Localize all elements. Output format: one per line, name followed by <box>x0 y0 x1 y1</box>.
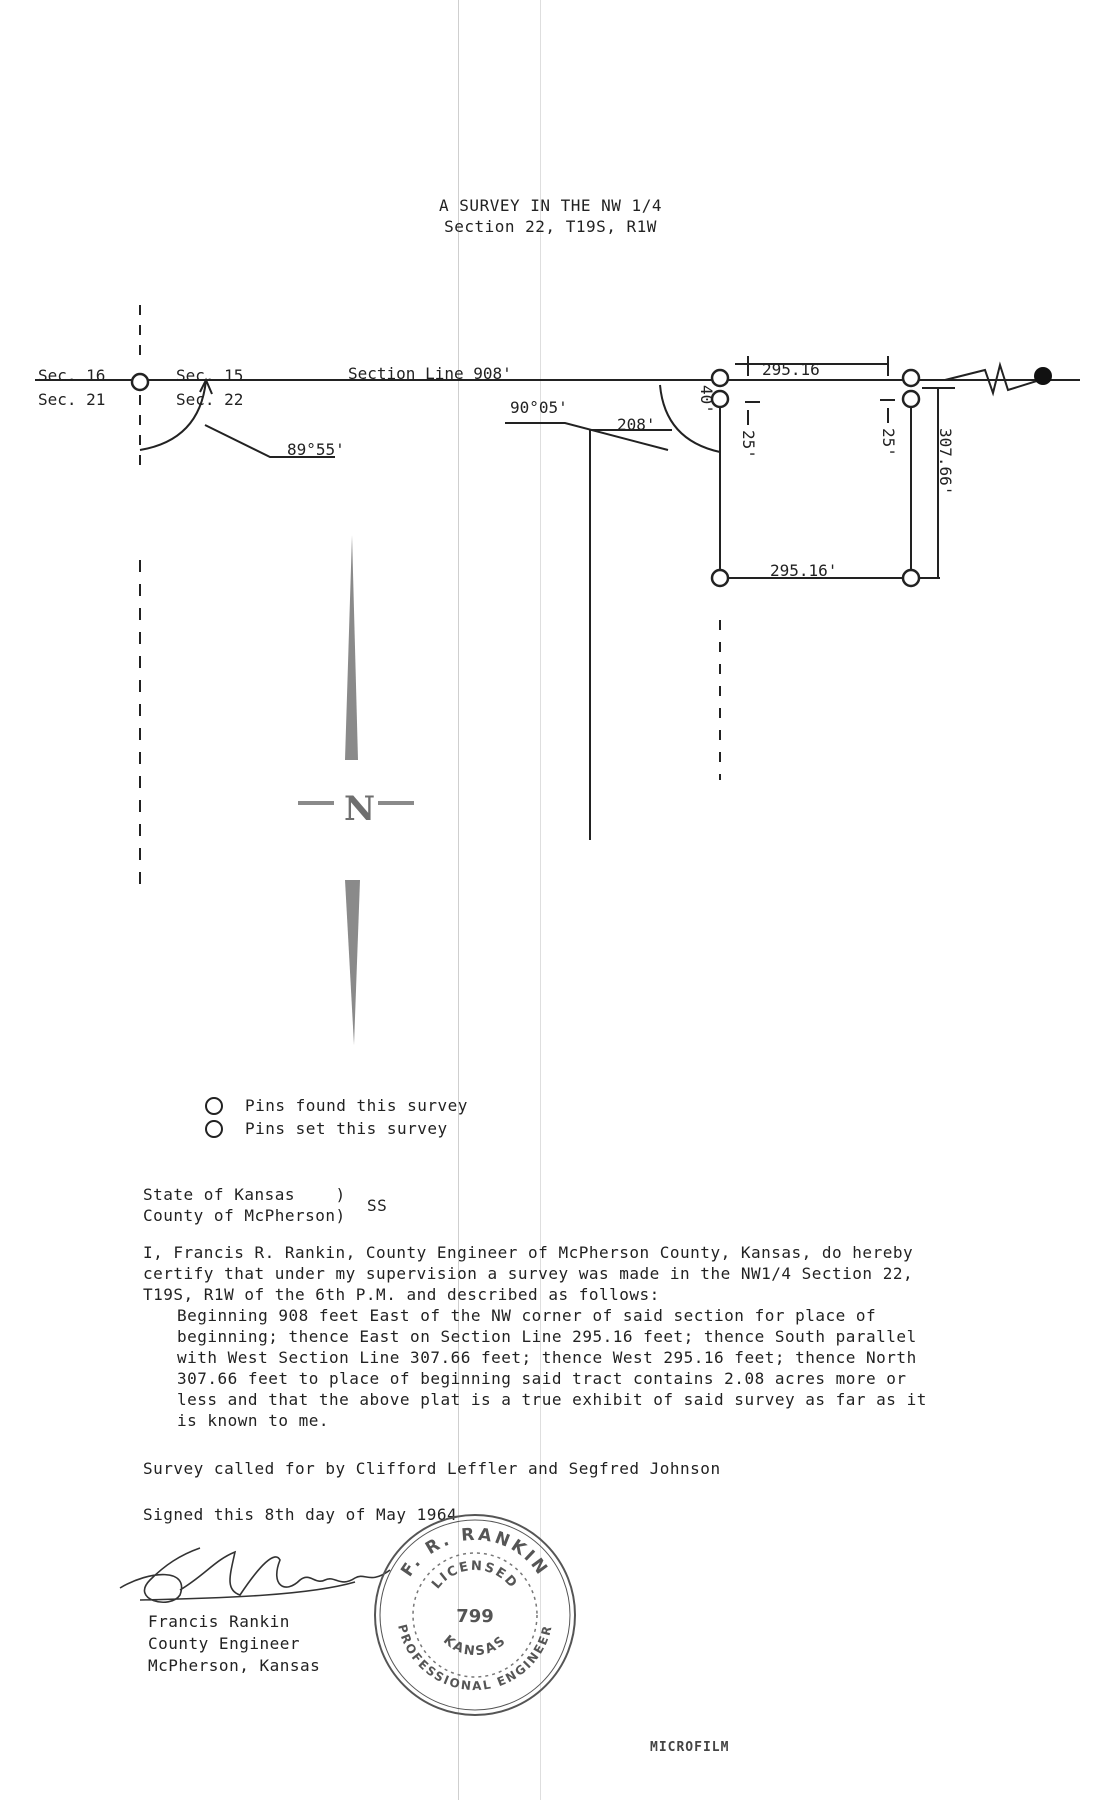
svg-text:F. R. RANKIN: F. R. RANKIN <box>397 1524 553 1581</box>
certificate-line: I, Francis R. Rankin, County Engineer of McPherson County, Kansas, do hereby <box>143 1243 914 1262</box>
engineer-seal <box>372 1512 578 1718</box>
description-line: with West Section Line 307.66 feet; thence West 295.16 feet; thence North <box>177 1348 917 1367</box>
venue-county: County of McPherson) <box>143 1206 346 1225</box>
label-angle-right: 90°05' <box>510 398 568 417</box>
svg-text:KANSAS: KANSAS <box>440 1632 510 1660</box>
pin-set <box>712 570 728 586</box>
legend-found: Pins found this survey <box>245 1096 468 1115</box>
venue-ss: SS <box>367 1196 388 1215</box>
pin-found <box>903 370 919 386</box>
north-label: N <box>344 789 376 829</box>
venue-state: State of Kansas ) <box>143 1185 346 1204</box>
certificate-line: certify that under my supervision a survey was made in the NW1/4 Section 22, <box>143 1264 914 1283</box>
description-line: 307.66 feet to place of beginning said tract contains 2.08 acres more or <box>177 1369 907 1388</box>
pin-found-icon <box>205 1097 223 1115</box>
microfilm-stamp: MICROFILM <box>650 1740 730 1755</box>
label-sec15: Sec. 15 <box>176 366 244 385</box>
legend-set: Pins set this survey <box>245 1119 448 1138</box>
signed-date: Signed this 8th day of May 1964 <box>143 1505 458 1524</box>
pin-set <box>903 570 919 586</box>
label-top-distance: 295.16 <box>762 360 820 379</box>
certificate-text <box>143 1242 993 1431</box>
signer-place: McPherson, Kansas <box>148 1656 321 1675</box>
svg-text:PROFESSIONAL ENGINEER: PROFESSIONAL ENGINEER <box>395 1622 555 1694</box>
pin-found <box>132 374 148 390</box>
label-bottom-distance: 295.16' <box>770 561 838 580</box>
svg-text:LICENSED: LICENSED <box>429 1558 521 1593</box>
label-sec21: Sec. 21 <box>38 390 106 409</box>
label-section-line: Section Line 908' <box>348 364 512 383</box>
pin-found <box>712 370 728 386</box>
survey-title: A SURVEY IN THE NW 1/4 <box>439 196 662 215</box>
endpoint-dot <box>1034 367 1052 385</box>
label-angle-left: 89°55' <box>287 440 345 459</box>
survey-subtitle: Section 22, T19S, R1W <box>444 217 657 236</box>
pin-set-icon <box>205 1120 223 1138</box>
description-line: Beginning 908 feet East of the NW corner of said section for place of <box>177 1306 877 1325</box>
label-25-left: 25' <box>739 430 758 459</box>
description-line: is known to me. <box>177 1411 329 1430</box>
survey-called-for: Survey called for by Clifford Leffler and Segfred Johnson <box>143 1459 721 1478</box>
pin-set <box>903 391 919 407</box>
label-307: 307.66' <box>936 428 955 496</box>
certificate-line: T19S, R1W of the 6th P.M. and described as follows: <box>143 1285 660 1304</box>
label-40: 40' <box>697 385 716 414</box>
label-sec22: Sec. 22 <box>176 390 244 409</box>
label-sec16: Sec. 16 <box>38 366 106 385</box>
legend <box>205 1096 468 1138</box>
signer-name: Francis Rankin <box>148 1612 290 1631</box>
description-line: beginning; thence East on Section Line 295.16 feet; thence South parallel <box>177 1327 917 1346</box>
label-208: 208' <box>617 415 656 434</box>
label-25-right: 25' <box>879 428 898 457</box>
svg-text:799: 799 <box>456 1606 494 1627</box>
description-line: less and that the above plat is a true exhibit of said survey as far as it <box>177 1390 927 1409</box>
signer-title: County Engineer <box>148 1634 300 1653</box>
